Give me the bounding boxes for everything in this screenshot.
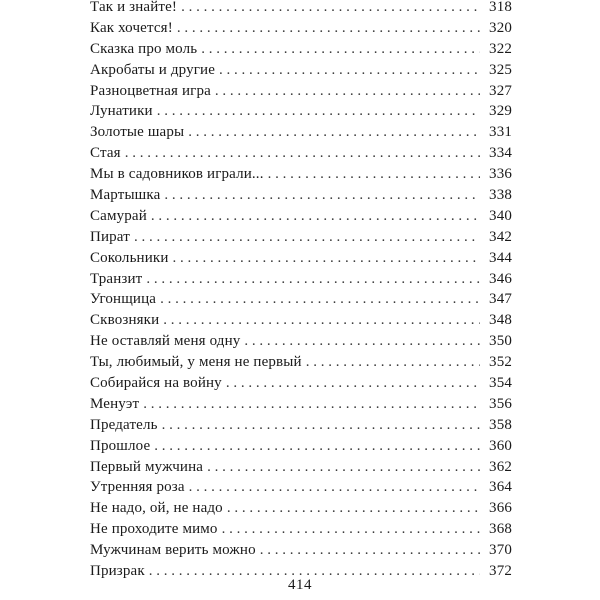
dot-leader: [173, 248, 480, 269]
dot-leader: [177, 18, 480, 39]
toc-entry-page: 356: [489, 395, 512, 412]
toc-entry: [90, 122, 512, 143]
toc-entry-title: Сказка про моль: [90, 40, 198, 57]
toc-entry: [90, 185, 512, 206]
toc-entry-page: 352: [489, 354, 512, 371]
dot-leader: [157, 101, 480, 122]
toc-entry-title: Самурай: [90, 207, 147, 224]
dot-leader: [146, 269, 480, 290]
toc-entry-page: 340: [489, 207, 512, 224]
toc-entry-title: Как хочется!: [90, 19, 173, 36]
toc-entry-page: 370: [489, 542, 512, 559]
toc-entry-title: Не оставляй меня одну: [90, 333, 241, 350]
toc-entry: [90, 331, 512, 352]
toc-entry-title: Так и знайте!: [90, 0, 178, 15]
toc-entry-title: Прошлое: [90, 437, 151, 454]
toc-entry-page: 336: [489, 166, 512, 183]
toc-entry: [90, 498, 512, 519]
toc-entry-title: Сквозняки: [90, 312, 160, 329]
dot-leader: [151, 206, 480, 227]
dot-leader: [181, 0, 480, 18]
toc-entry-page: 331: [489, 124, 512, 141]
dot-leader: [219, 60, 480, 81]
toc-entry: [90, 18, 512, 39]
toc-entry: [90, 227, 512, 248]
toc-entry: [90, 60, 512, 81]
toc-entry-title: Мартышка: [90, 187, 161, 204]
dot-leader: [143, 394, 480, 415]
toc-entry-page: 368: [489, 521, 512, 538]
toc-entry: [90, 269, 512, 290]
toc-entry: [90, 81, 512, 102]
toc-entry: [90, 477, 512, 498]
dot-leader: [189, 477, 480, 498]
dot-leader: [260, 540, 480, 561]
toc-entry-page: 372: [489, 563, 512, 580]
dot-leader: [163, 310, 480, 331]
toc-entry-title: Призрак: [90, 563, 145, 580]
toc-entry: [90, 457, 512, 478]
toc-entry-page: 325: [489, 61, 512, 78]
toc-entry-title: Сокольники: [90, 249, 169, 266]
toc-entry-page: 320: [489, 19, 512, 36]
toc-entry-page: 348: [489, 312, 512, 329]
toc-entry: [90, 0, 512, 18]
toc-entry: [90, 352, 512, 373]
toc-entry: [90, 248, 512, 269]
toc-entry: [90, 415, 512, 436]
dot-leader: [160, 289, 480, 310]
toc-entry-title: Собирайся на войну: [90, 375, 222, 392]
toc-entry-page: 360: [489, 437, 512, 454]
dot-leader: [244, 331, 480, 352]
toc-entry-page: 362: [489, 458, 512, 475]
toc-entry-page: 334: [489, 145, 512, 162]
dot-leader: [134, 227, 480, 248]
toc-entry-title: Утренняя роза: [90, 479, 185, 496]
toc-entry-title: Транзит: [90, 270, 143, 287]
table-of-contents: [90, 0, 512, 582]
toc-entry: [90, 206, 512, 227]
toc-entry-page: 354: [489, 375, 512, 392]
toc-entry: [90, 289, 512, 310]
toc-entry: [90, 310, 512, 331]
toc-entry: [90, 164, 512, 185]
toc-entry-title: Ты, любимый, у меня не первый: [90, 354, 302, 371]
dot-leader: [201, 39, 480, 60]
dot-leader: [125, 143, 480, 164]
dot-leader: [306, 352, 480, 373]
toc-entry-title: Лунатики: [90, 103, 153, 120]
toc-entry-page: 347: [489, 291, 512, 308]
toc-entry-title: Первый мужчина: [90, 458, 204, 475]
toc-entry-page: 329: [489, 103, 512, 120]
toc-entry-page: 318: [489, 0, 512, 15]
toc-entry-title: Золотые шары: [90, 124, 185, 141]
toc-entry: [90, 519, 512, 540]
toc-entry-title: Предатель: [90, 416, 158, 433]
toc-entry-page: 342: [489, 228, 512, 245]
toc-entry-title: Пират: [90, 228, 130, 245]
dot-leader: [207, 457, 480, 478]
toc-entry-page: 358: [489, 416, 512, 433]
toc-entry-title: Угонщица: [90, 291, 157, 308]
dot-leader: [222, 519, 480, 540]
toc-entry-page: 344: [489, 249, 512, 266]
toc-entry-title: Не надо, ой, не надо: [90, 500, 223, 517]
toc-entry-title: Менуэт: [90, 395, 140, 412]
toc-entry-title: Не проходите мимо: [90, 521, 218, 538]
toc-entry-page: 364: [489, 479, 512, 496]
toc-entry: [90, 143, 512, 164]
toc-entry-title: Акробаты и другие: [90, 61, 216, 78]
dot-leader: [226, 373, 480, 394]
dot-leader: [164, 185, 480, 206]
dot-leader: [154, 436, 480, 457]
dot-leader: [215, 81, 480, 102]
toc-entry-title: Разноцветная игра: [90, 82, 211, 99]
toc-entry-page: 350: [489, 333, 512, 350]
toc-entry: [90, 540, 512, 561]
toc-entry: [90, 39, 512, 60]
toc-entry-title: Мужчинам верить можно: [90, 542, 256, 559]
toc-entry: [90, 101, 512, 122]
toc-entry-title: Стая: [90, 145, 121, 162]
toc-entry-page: 338: [489, 187, 512, 204]
toc-entry-page: 322: [489, 40, 512, 57]
dot-leader: [162, 415, 480, 436]
toc-entry-page: 366: [489, 500, 512, 517]
dot-leader: [227, 498, 480, 519]
toc-entry-page: 346: [489, 270, 512, 287]
toc-entry: [90, 373, 512, 394]
toc-entry: [90, 394, 512, 415]
page-number: 414: [288, 577, 312, 593]
dot-leader: [188, 122, 480, 143]
toc-entry-page: 327: [489, 82, 512, 99]
dot-leader: [268, 164, 480, 185]
toc-entry-title: Мы в садовников играли...: [90, 166, 264, 183]
toc-entry: [90, 436, 512, 457]
